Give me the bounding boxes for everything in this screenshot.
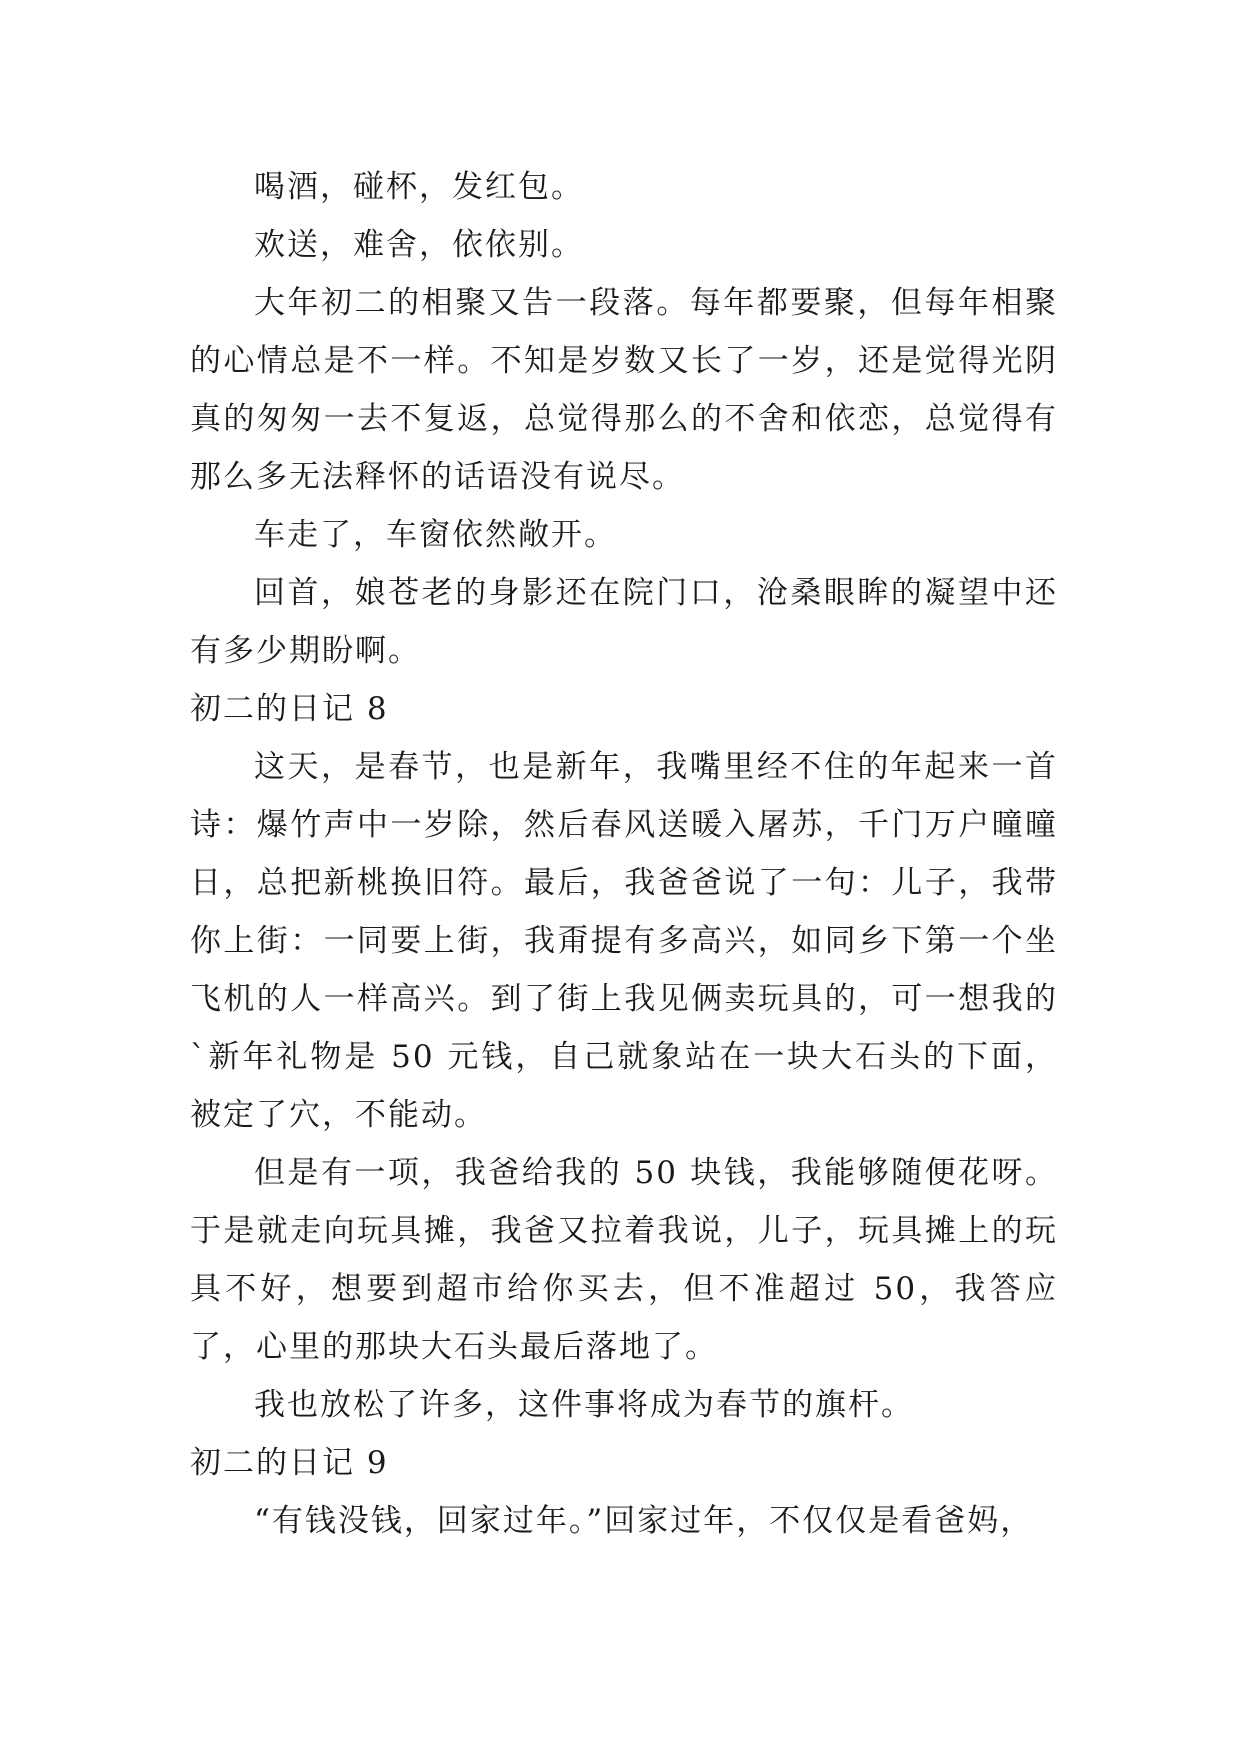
paragraph: 喝酒，碰杯，发红包。: [254, 169, 584, 205]
paragraph: 我也放松了许多，这件事将成为春节的旗杆。: [254, 1387, 914, 1423]
paragraph: 欢送，难舍，依依别。: [254, 227, 584, 263]
paragraph: 车走了，车窗依然敞开。: [254, 517, 617, 553]
section-heading: 初二的日记 8: [190, 691, 389, 727]
paragraph: 回首，娘苍老的身影还在院门口，沧桑眼眸的凝望中还有多少期盼啊。: [190, 575, 1058, 669]
paragraph: 这天，是春节，也是新年，我嘴里经不住的年起来一首诗：爆竹声中一岁除，然后春风送暖入屠苏，千门万户曈曈日，总把新桃换旧符。最后，我爸爸说了一句：儿子，我带你上街：一同要上街，我甭提有多高兴，如同乡下第一个坐飞机的人一样高兴。到了街上我见俩卖玩具的，可一想我的`新年礼物是 50 元钱，自己就象站在一块大石头的下面，被定了穴，不能动。: [190, 749, 1058, 1133]
paragraph: 但是有一项，我爸给我的 50 块钱，我能够随便花呀。于是就走向玩具摊，我爸又拉着我说，儿子，玩具摊上的玩具不好，想要到超市给你买去，但不准超过 50，我答应了，心里的那块大石头最后落地了。: [190, 1155, 1058, 1365]
paragraph: 大年初二的相聚又告一段落。每年都要聚，但每年相聚的心情总是不一样。不知是岁数又长了一岁，还是觉得光阴真的匆匆一去不复返，总觉得那么的不舍和依恋，总觉得有那么多无法释怀的话语没有说尽。: [190, 285, 1058, 495]
section-heading: 初二的日记 9: [190, 1445, 389, 1481]
paragraph: “有钱没钱，回家过年。”回家过年，不仅仅是看爸妈，: [254, 1503, 1034, 1539]
document-body: [190, 158, 1058, 1550]
